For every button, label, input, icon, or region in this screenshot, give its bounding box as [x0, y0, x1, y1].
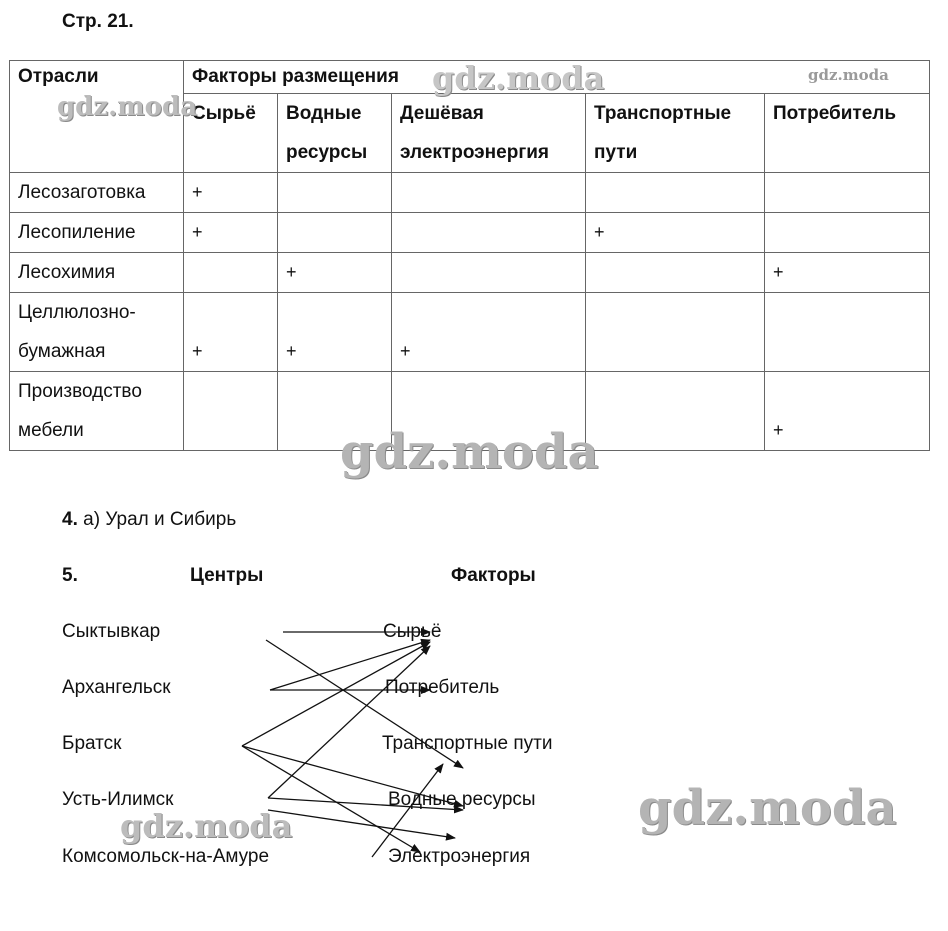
watermark-logo: gdz.moda	[57, 92, 198, 122]
centers-header: Центры	[190, 565, 264, 586]
mark-cell: +	[184, 173, 278, 213]
industry-cell: Производство мебели	[10, 372, 184, 451]
arrow	[268, 798, 463, 810]
factor-transport: Транспортные пути	[382, 733, 553, 754]
factor-water: Водные ресурсы	[388, 789, 536, 810]
mark-cell: +	[765, 372, 930, 451]
mark-cell: +	[586, 213, 765, 253]
mark-cell: +	[278, 253, 392, 293]
industry-cell: Лесохимия	[10, 253, 184, 293]
factor-header: Сырьё	[184, 94, 278, 173]
factor-header: Водные ресурсы	[278, 94, 392, 173]
mark-cell: +	[392, 293, 586, 372]
watermark-logo: gdz.moda	[638, 780, 897, 836]
arrow	[268, 810, 455, 838]
arrow	[372, 764, 443, 857]
factor-header: Дешёвая электроэнергия	[392, 94, 586, 173]
factors-header: Факторы	[451, 565, 536, 586]
mark-cell: +	[184, 213, 278, 253]
page-header: Стр. 21.	[62, 11, 134, 32]
watermark-logo: gdz.moda	[432, 59, 605, 97]
arrow	[242, 746, 463, 806]
task4-number: 4.	[62, 509, 78, 530]
mark-cell: +	[184, 293, 278, 372]
group-header-factors: Факторы размещения	[184, 61, 930, 94]
industry-cell: Лесозаготовка	[10, 173, 184, 213]
task4-answer: а) Урал и Сибирь	[83, 509, 237, 530]
industry-cell: Лесопиление	[10, 213, 184, 253]
center-arkhangelsk: Архангельск	[62, 677, 171, 698]
center-ust-ilimsk: Усть-Илимск	[62, 789, 174, 810]
factor-consumer: Потребитель	[385, 677, 500, 698]
factor-electricity: Электроэнергия	[388, 846, 531, 867]
factor-header: Потребитель	[765, 94, 930, 173]
arrow	[242, 642, 430, 746]
task5-number: 5.	[62, 565, 78, 586]
arrow	[270, 640, 430, 690]
center-komsomolsk: Комсомольск-на-Амуре	[62, 846, 270, 867]
arrow	[266, 640, 463, 768]
watermark-logo: gdz.moda	[120, 807, 293, 845]
mark-cell: +	[765, 253, 930, 293]
watermark-logo: gdz.moda	[340, 424, 599, 480]
industry-cell: Целлюлозно- бумажная	[10, 293, 184, 372]
col-header-industry: Отрасли	[10, 61, 184, 173]
mark-cell: +	[278, 293, 392, 372]
center-sykvyvkar: Сыктывкар	[62, 621, 161, 642]
center-bratsk: Братск	[62, 733, 122, 754]
watermark-logo: gdz.moda	[808, 66, 889, 84]
factor-raw: Сырьё	[383, 621, 442, 642]
factor-header: Транспортные пути	[586, 94, 765, 173]
